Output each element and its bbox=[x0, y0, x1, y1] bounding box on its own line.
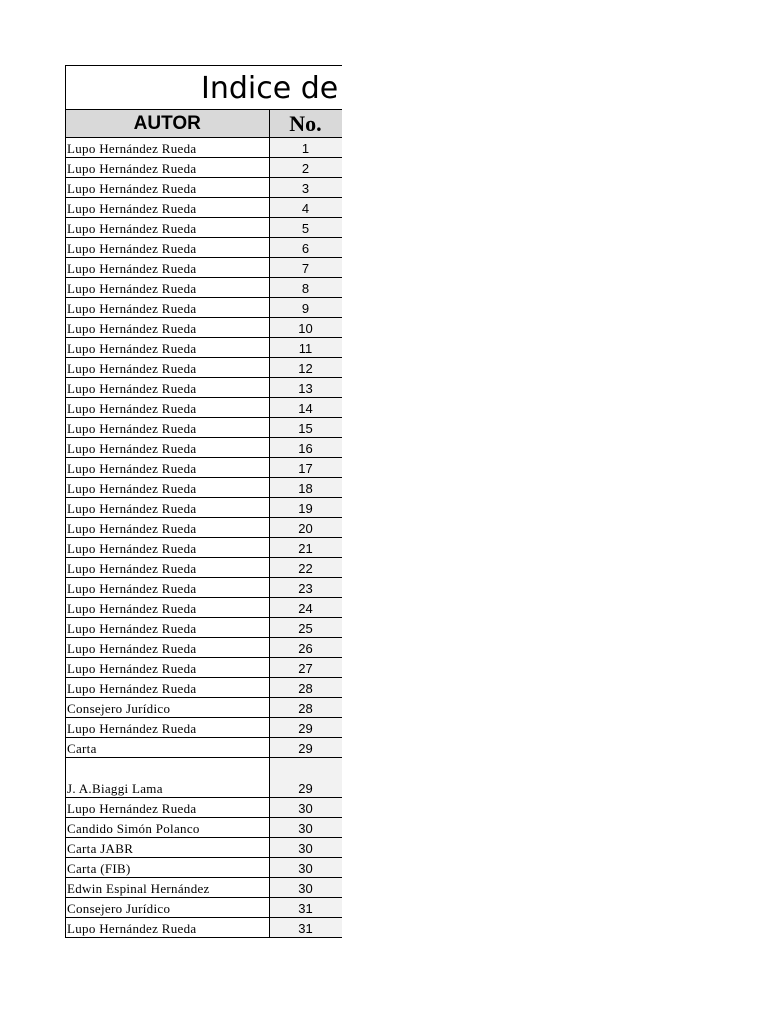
author-cell: Lupo Hernández Rueda bbox=[66, 618, 269, 638]
author-cell: Lupo Hernández Rueda bbox=[66, 258, 269, 278]
author-cell: Lupo Hernández Rueda bbox=[66, 418, 269, 438]
number-cell: 28 bbox=[269, 698, 342, 718]
author-cell: Lupo Hernández Rueda bbox=[66, 378, 269, 398]
author-cell: Lupo Hernández Rueda bbox=[66, 238, 269, 258]
table-row bbox=[66, 578, 342, 598]
table-row bbox=[66, 718, 342, 738]
author-cell: Lupo Hernández Rueda bbox=[66, 358, 269, 378]
number-cell: 31 bbox=[269, 918, 342, 938]
author-cell: Lupo Hernández Rueda bbox=[66, 218, 269, 238]
number-cell: 13 bbox=[269, 378, 342, 398]
table-row bbox=[66, 298, 342, 318]
table-row bbox=[66, 178, 342, 198]
table-row bbox=[66, 858, 342, 878]
table-row bbox=[66, 458, 342, 478]
table-row bbox=[66, 158, 342, 178]
table-row bbox=[66, 498, 342, 518]
table-row bbox=[66, 798, 342, 818]
author-cell: Carta (FIB) bbox=[66, 858, 269, 878]
number-cell: 30 bbox=[269, 818, 342, 838]
author-cell: Edwin Espinal Hernández bbox=[66, 878, 269, 898]
table-row bbox=[66, 598, 342, 618]
number-cell: 15 bbox=[269, 418, 342, 438]
table-row bbox=[66, 618, 342, 638]
number-cell: 27 bbox=[269, 658, 342, 678]
author-cell: Lupo Hernández Rueda bbox=[66, 558, 269, 578]
author-cell: Lupo Hernández Rueda bbox=[66, 678, 269, 698]
number-cell: 8 bbox=[269, 278, 342, 298]
table-row bbox=[66, 378, 342, 398]
table-body bbox=[66, 138, 342, 938]
author-cell: Consejero Jurídico bbox=[66, 898, 269, 918]
table-row bbox=[66, 318, 342, 338]
table-row bbox=[66, 258, 342, 278]
table-row bbox=[66, 698, 342, 718]
number-cell: 26 bbox=[269, 638, 342, 658]
number-cell: 16 bbox=[269, 438, 342, 458]
table-row bbox=[66, 278, 342, 298]
table-row bbox=[66, 518, 342, 538]
header-row bbox=[66, 110, 342, 138]
number-cell: 23 bbox=[269, 578, 342, 598]
table-row bbox=[66, 478, 342, 498]
table-row bbox=[66, 238, 342, 258]
number-cell: 30 bbox=[269, 838, 342, 858]
author-cell: Lupo Hernández Rueda bbox=[66, 638, 269, 658]
author-cell: Lupo Hernández Rueda bbox=[66, 498, 269, 518]
number-cell: 2 bbox=[269, 158, 342, 178]
number-cell: 6 bbox=[269, 238, 342, 258]
index-sheet bbox=[65, 65, 342, 938]
number-cell: 22 bbox=[269, 558, 342, 578]
table-row bbox=[66, 898, 342, 918]
table-row bbox=[66, 818, 342, 838]
number-cell: 30 bbox=[269, 858, 342, 878]
table-row bbox=[66, 738, 342, 758]
author-cell: Lupo Hernández Rueda bbox=[66, 438, 269, 458]
table-row bbox=[66, 218, 342, 238]
table-row bbox=[66, 338, 342, 358]
table-row bbox=[66, 358, 342, 378]
author-cell: Lupo Hernández Rueda bbox=[66, 138, 269, 158]
author-cell: Lupo Hernández Rueda bbox=[66, 578, 269, 598]
number-cell: 25 bbox=[269, 618, 342, 638]
number-cell: 17 bbox=[269, 458, 342, 478]
author-cell: Carta JABR bbox=[66, 838, 269, 858]
author-cell: Lupo Hernández Rueda bbox=[66, 658, 269, 678]
author-cell: Carta bbox=[66, 738, 269, 758]
number-cell: 29 bbox=[269, 738, 342, 758]
table-row bbox=[66, 438, 342, 458]
author-cell: Lupo Hernández Rueda bbox=[66, 398, 269, 418]
number-cell: 29 bbox=[269, 758, 342, 798]
sheet-title: Indice de bbox=[66, 66, 342, 110]
table-row bbox=[66, 538, 342, 558]
number-cell: 12 bbox=[269, 358, 342, 378]
author-cell: J. A.Biaggi Lama bbox=[66, 758, 269, 798]
author-cell: Lupo Hernández Rueda bbox=[66, 518, 269, 538]
table-row bbox=[66, 638, 342, 658]
number-cell: 31 bbox=[269, 898, 342, 918]
number-cell: 21 bbox=[269, 538, 342, 558]
author-cell: Lupo Hernández Rueda bbox=[66, 798, 269, 818]
author-cell: Lupo Hernández Rueda bbox=[66, 718, 269, 738]
number-cell: 20 bbox=[269, 518, 342, 538]
author-cell: Candido Simón Polanco bbox=[66, 818, 269, 838]
header-author: AUTOR bbox=[66, 110, 269, 138]
table-row bbox=[66, 138, 342, 158]
author-cell: Lupo Hernández Rueda bbox=[66, 478, 269, 498]
author-cell: Lupo Hernández Rueda bbox=[66, 178, 269, 198]
table-row bbox=[66, 418, 342, 438]
number-cell: 7 bbox=[269, 258, 342, 278]
number-cell: 30 bbox=[269, 878, 342, 898]
table-row bbox=[66, 558, 342, 578]
index-table bbox=[66, 110, 342, 938]
number-cell: 14 bbox=[269, 398, 342, 418]
number-cell: 9 bbox=[269, 298, 342, 318]
table-row bbox=[66, 678, 342, 698]
author-cell: Lupo Hernández Rueda bbox=[66, 318, 269, 338]
number-cell: 1 bbox=[269, 138, 342, 158]
number-cell: 11 bbox=[269, 338, 342, 358]
table-row bbox=[66, 398, 342, 418]
author-cell: Lupo Hernández Rueda bbox=[66, 298, 269, 318]
number-cell: 10 bbox=[269, 318, 342, 338]
table-row bbox=[66, 878, 342, 898]
author-cell: Lupo Hernández Rueda bbox=[66, 458, 269, 478]
number-cell: 24 bbox=[269, 598, 342, 618]
number-cell: 30 bbox=[269, 798, 342, 818]
number-cell: 5 bbox=[269, 218, 342, 238]
author-cell: Lupo Hernández Rueda bbox=[66, 198, 269, 218]
number-cell: 4 bbox=[269, 198, 342, 218]
author-cell: Lupo Hernández Rueda bbox=[66, 598, 269, 618]
number-cell: 19 bbox=[269, 498, 342, 518]
author-cell: Lupo Hernández Rueda bbox=[66, 158, 269, 178]
header-number: No. bbox=[269, 110, 342, 138]
author-cell: Lupo Hernández Rueda bbox=[66, 278, 269, 298]
number-cell: 18 bbox=[269, 478, 342, 498]
table-row bbox=[66, 758, 342, 798]
author-cell: Consejero Jurídico bbox=[66, 698, 269, 718]
number-cell: 28 bbox=[269, 678, 342, 698]
number-cell: 29 bbox=[269, 718, 342, 738]
table-row bbox=[66, 838, 342, 858]
table-row bbox=[66, 658, 342, 678]
number-cell: 3 bbox=[269, 178, 342, 198]
author-cell: Lupo Hernández Rueda bbox=[66, 538, 269, 558]
author-cell: Lupo Hernández Rueda bbox=[66, 338, 269, 358]
table-row bbox=[66, 918, 342, 938]
author-cell: Lupo Hernández Rueda bbox=[66, 918, 269, 938]
table-row bbox=[66, 198, 342, 218]
